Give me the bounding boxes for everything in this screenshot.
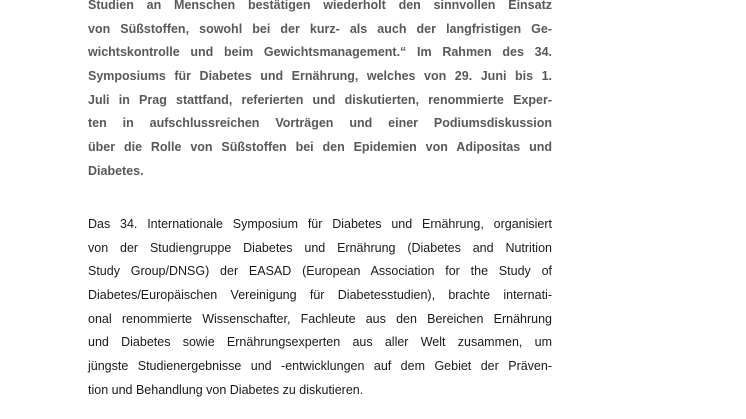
text-line: Diabetes/Europäischen Vereinigung für Diabetesstudien), brachte internati- bbox=[88, 288, 552, 303]
text-line: von Süßstoffen, sowohl bei der kurz- als auch der langfristigen Ge- bbox=[88, 21, 552, 36]
text-line: Das 34. Internationale Symposium für Diabetes und Ernährung, organisiert bbox=[88, 217, 552, 231]
text-line: ten in aufschlussreichen Vorträgen und einer Podiumsdiskussion bbox=[88, 116, 552, 131]
text-line: onal renommierte Wissenschafter, Fachleute aus den Bereichen Ernährung bbox=[88, 311, 552, 326]
text-line: wichtskontrolle und beim Gewichtsmanagement.“ Im Rahmen des 34. bbox=[88, 45, 552, 60]
intro-paragraph bbox=[88, 0, 552, 184]
text-line: Studien an Menschen bestätigen wiederholt den sinnvollen Einsatz bbox=[88, 0, 552, 12]
text-line: Study Group/DNSG) der EASAD (European Association for the Study of bbox=[88, 264, 552, 279]
text-line: Symposiums für Diabetes und Ernährung, welches von 29. Juni bis 1. bbox=[88, 69, 552, 84]
text-line: tion und Behandlung von Diabetes zu diskutieren. bbox=[88, 382, 364, 397]
text-line: Juli in Prag stattfand, referierten und diskutierten, renommierte Exper- bbox=[88, 92, 552, 107]
body-paragraph bbox=[88, 213, 552, 403]
text-line: und Diabetes sowie Ernährungsexperten aus aller Welt zusammen, um bbox=[88, 335, 552, 350]
text-line: Diabetes. bbox=[88, 163, 144, 178]
text-line: jüngste Studienergebnisse und -entwicklungen auf dem Gebiet der Präven- bbox=[88, 359, 552, 374]
text-line: von der Studiengruppe Diabetes und Ernährung (Diabetes and Nutrition bbox=[88, 240, 552, 255]
text-line: über die Rolle von Süßstoffen bei den Epidemien von Adipositas und bbox=[88, 140, 552, 155]
